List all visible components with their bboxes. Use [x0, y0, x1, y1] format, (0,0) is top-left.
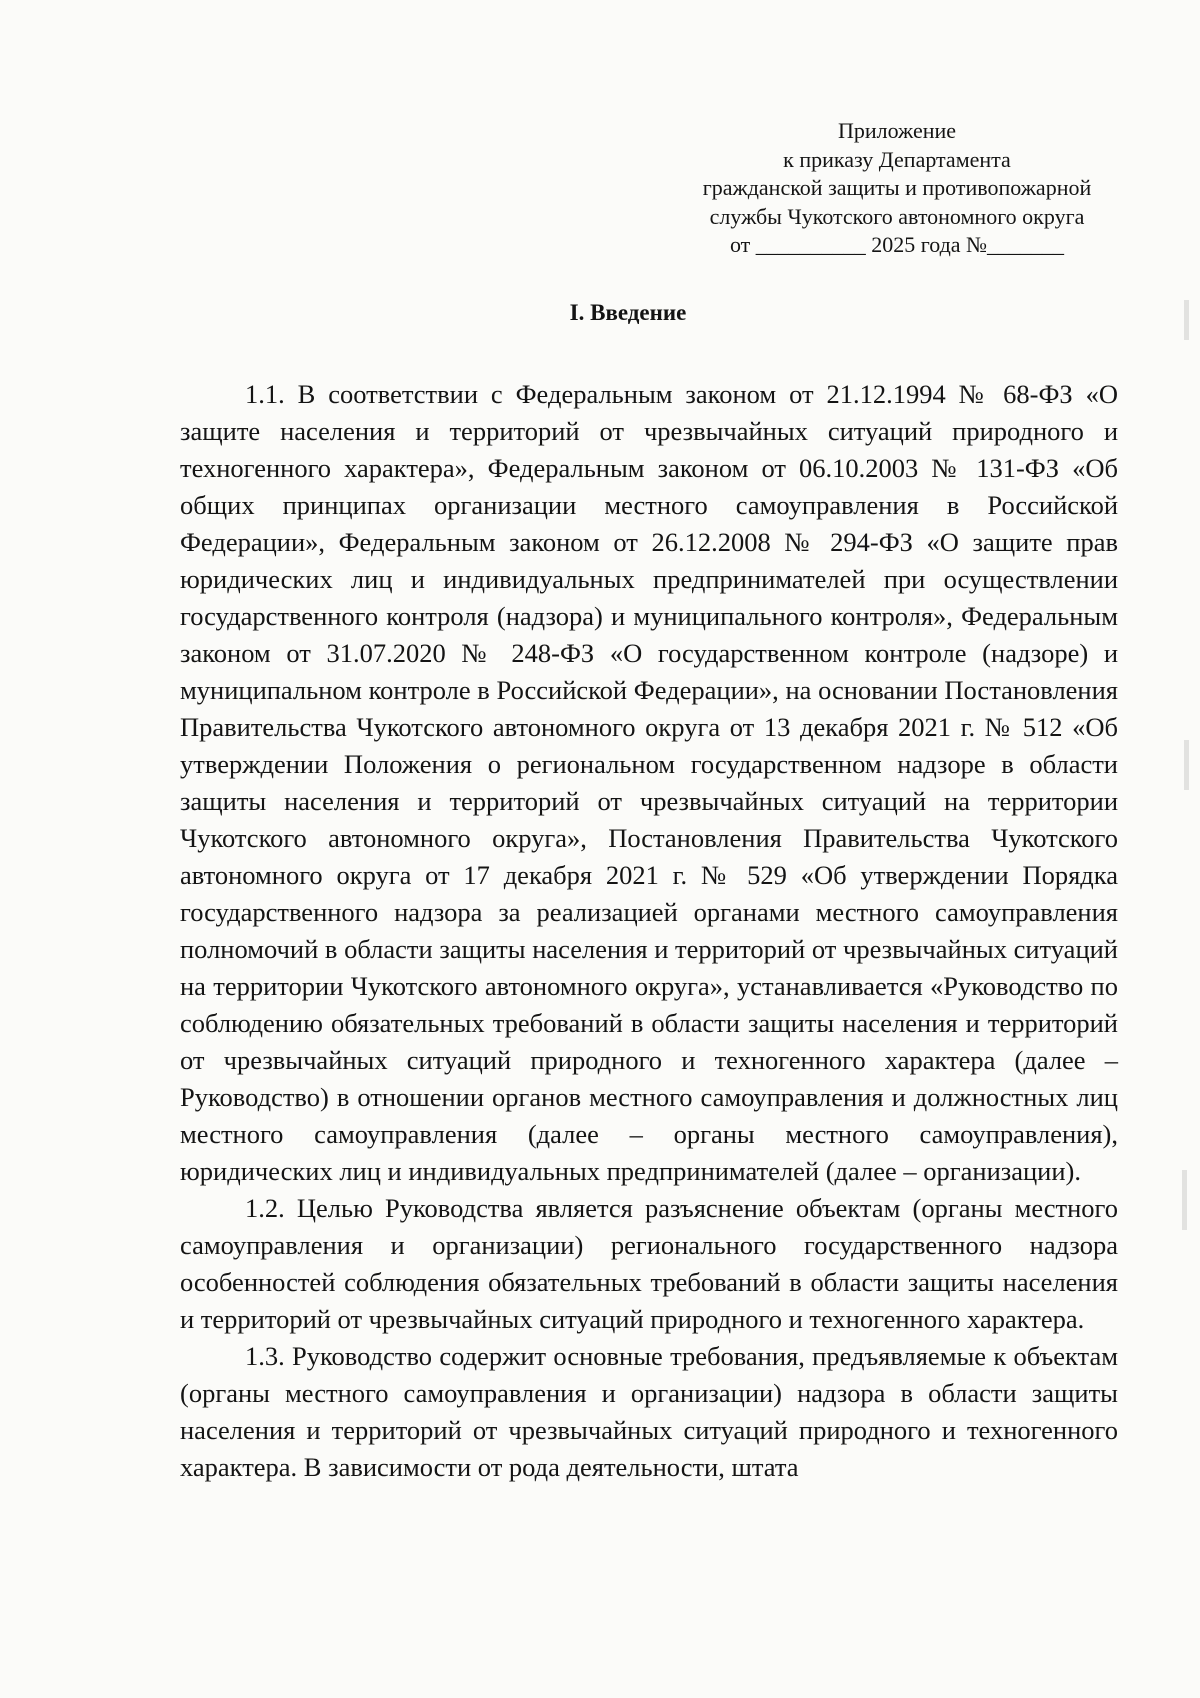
appendix-header	[676, 117, 1118, 260]
appendix-region: службы Чукотского автономного округа	[709, 203, 1085, 229]
paragraph-1-1: 1.1. В соответствии с Федеральным законом от 21.12.1994 № 68-ФЗ «О защите населения и территорий от чрезвычайных ситуаций природного и техногенного характера», Федеральным законом от 06.10.2003 № 131-ФЗ «Об общих принципах организации местного самоуправления в Российской Федерации», Федеральным законом от 26.12.2008 № 294-ФЗ «О защите прав юридических лиц и индивидуальных предпринимателей при осуществлении государственного контроля (надзора) и муниципального контроля», Федеральным законом от 31.07.2020 № 248-ФЗ «О государственном контроле (надзоре) и муниципальном контроле в Российской Федерации», на основании Постановления Правительства Чукотского автономного округа от 13 декабря 2021 г. № 512 «Об утверждении Положения о региональном государственном надзоре в области защиты населения и территорий от чрезвычайных ситуаций на территории Чукотского автономного округа», Постановления Правительства Чукотского автономного округа от 17 декабря 2021 г. № 529 «Об утверждении Порядка государственного надзора за реализацией органами местного самоуправления полномочий в области защиты населения и территорий от чрезвычайных ситуаций на территории Чукотского автономного округа», устанавливается «Руководство по соблюдению обязательных требований в области защиты населения и территорий от чрезвычайных ситуаций природного и техногенного характера (далее – Руководство) в отношении органов местного самоуправления и должностных лиц местного самоуправления (далее – органы местного самоуправления), юридических лиц и индивидуальных предпринимателей (далее – организации).	[180, 379, 1118, 1186]
appendix-date-number: от __________ 2025 года №_______	[729, 232, 1065, 257]
appendix-department: гражданской защиты и противопожарной	[702, 175, 1092, 200]
section-title: I. Введение	[569, 300, 687, 325]
paragraph-1-3: 1.3. Руководство содержит основные требования, предъявляемые к объектам (органы местного самоуправления и организации) надзора в области защиты населения и территорий от чрезвычайных ситуаций природного и техногенного характера. В зависимости от рода деятельности, штата	[180, 1341, 1118, 1482]
appendix-order-ref: к приказу Департамента	[783, 146, 1011, 172]
scan-mark	[1182, 1170, 1187, 1230]
document-body	[180, 376, 1118, 1486]
paragraph-1-2: 1.2. Целью Руководства является разъяснение объектам (органы местного самоуправления и организации) регионального государственного надзора особенностей соблюдения обязательных требований в области защиты населения и территорий от чрезвычайных ситуаций природного и техногенного характера.	[180, 1193, 1118, 1334]
appendix-title: Приложение	[837, 118, 957, 143]
scan-mark	[1184, 300, 1189, 340]
scan-mark	[1184, 740, 1189, 790]
